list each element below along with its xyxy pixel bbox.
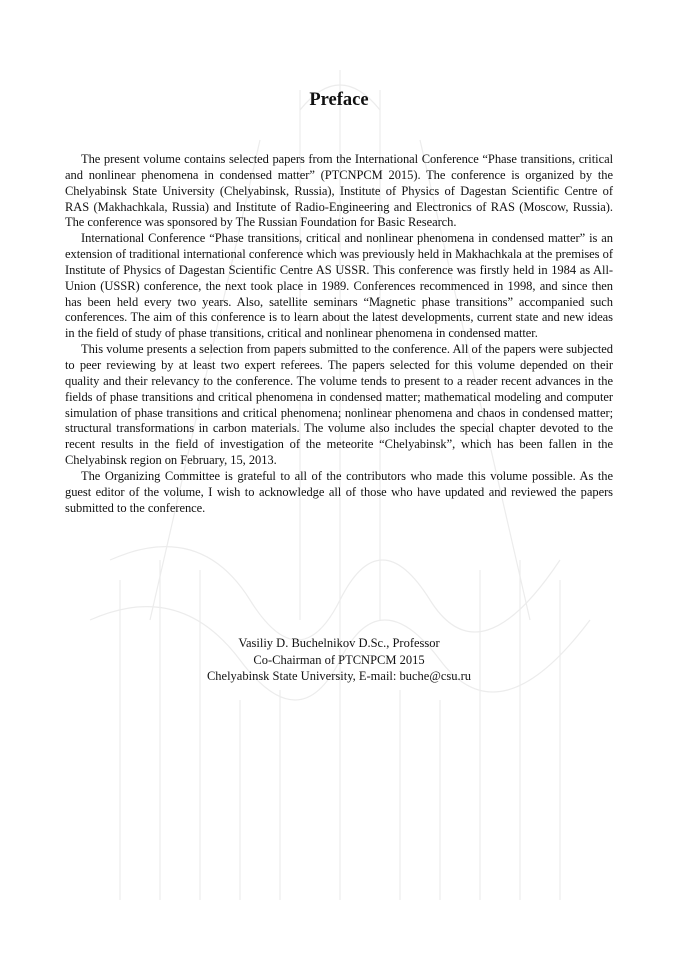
paragraph-intro: The present volume contains selected papers from the International Conference “Phase transitions, critical and nonlinear phenomena in condensed matter” (PTCNPCM 2015). The conference is organized by the Chelyabinsk State University (Chelyabinsk, Russia), Institute of Physics of Dagestan Scientific Centre of RAS (Makhachkala, Russia) and Institute of Radio-Engineering and Electronics of RAS (Moscow, Russia). The conference was sponsored by The Russian Foundation for Basic Research. [65,152,613,230]
paragraph-acknowledgement: The Organizing Committee is grateful to all of the contributors who made this volume possible. As the guest editor of the volume, I wish to acknowledge all of those who have updated and reviewed the papers submitted to the conference. [65,468,613,515]
signature-role: Co-Chairman of PTCNPCM 2015 [253,652,425,667]
signature-name: Vasiliy D. Buchelnikov D.Sc., Professor [238,636,440,650]
signature-affiliation: Chelyabinsk State University, E-mail: buche@csu.ru [206,669,472,683]
paragraph-volume-contents: This volume presents a selection from papers submitted to the conference. All of the papers were subjected to peer reviewing by at least two expert referees. The papers selected for this volume depended on their quality and their relevancy to the conference. The volume tends to present to a reader recent advances in the fields of phase transitions and critical phenomena in condensed matter; mathematical modeling and computer simulation of phase transitions and critical phenomena; nonlinear phenomena and chaos in condensed matter; structural transformations in carbon materials. The volume also includes the special chapter devoted to the recent results in the field of investigation of the meteorite “Chelyabinsk”, which has been fallen in the Chelyabinsk region on February, 15, 2013. [65,342,613,468]
preface-body [65,152,613,516]
page-title: Preface [309,90,369,110]
paragraph-history: International Conference “Phase transitions, critical and nonlinear phenomena in condensed matter” is an extension of traditional international conference which was previously held in Makhachkala at the premises of Institute of Physics of Dagestan Scientific Centre AS USSR. This conference was firstly held in 1984 as All-Union (USSR) conference, the next took place in 1989. Conferences recommenced in 1998, and since then has been held every two years. Also, satellite seminars “Magnetic phase transitions” accompanied such conferences. The aim of this conference is to learn about the latest developments, current state and new ideas in the field of study of phase transitions, critical and nonlinear phenomena in condensed matter. [65,231,613,341]
signature-block [0,635,678,685]
